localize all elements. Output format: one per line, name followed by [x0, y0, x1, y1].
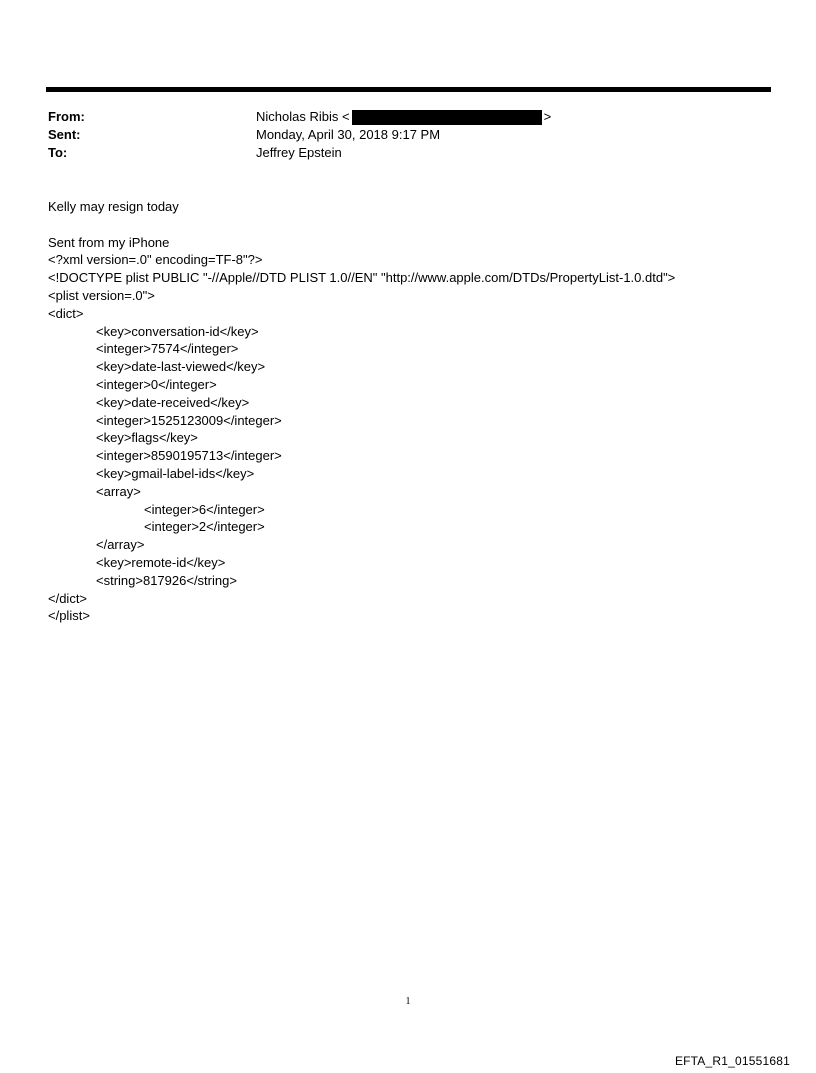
header-divider [46, 87, 771, 92]
to-label: To: [48, 145, 68, 160]
plist-line: <integer>7574</integer> [96, 341, 239, 357]
plist-line: </array> [96, 537, 145, 553]
plist-line: <integer>2</integer> [144, 519, 265, 535]
from-row [48, 108, 748, 126]
plist-line: <string>817926</string> [96, 572, 237, 588]
page-number: 1 [405, 996, 411, 1007]
sender-name: Nicholas Ribis < [256, 109, 350, 124]
plist-line: <key>flags</key> [96, 430, 198, 446]
plist-line: <integer>1525123009</integer> [96, 412, 282, 428]
plist-line: <key>remote-id</key> [96, 554, 226, 570]
plist-line: <?xml version=.0" encoding=TF-8"?> [48, 252, 263, 268]
plist-line: <key>date-last-viewed</key> [96, 359, 266, 375]
plist-line: <array> [96, 483, 141, 499]
sent-date: Monday, April 30, 2018 9:17 PM [256, 127, 441, 142]
sender-suffix: > [543, 109, 552, 124]
plist-line: <dict> [48, 305, 84, 321]
plist-line: <integer>8590195713</integer> [96, 448, 282, 464]
email-header [48, 108, 748, 162]
from-value [256, 108, 748, 126]
plist-line: <integer>6</integer> [144, 501, 265, 517]
message-text: Kelly may resign today [48, 199, 179, 214]
plist-line: <key>date-received</key> [96, 394, 250, 410]
from-label: From: [48, 109, 85, 124]
redacted-email-address [352, 110, 542, 125]
document-id: EFTA_R1_01551681 [674, 1054, 790, 1068]
signature-line: Sent from my iPhone [48, 234, 170, 250]
sent-row [48, 126, 748, 144]
plist-line: <plist version=.0"> [48, 287, 155, 303]
sent-label: Sent: [48, 127, 81, 142]
plist-line: <key>gmail-label-ids</key> [96, 465, 255, 481]
plist-line: <key>conversation-id</key> [96, 323, 259, 339]
plist-line: <integer>0</integer> [96, 376, 217, 392]
plist-line: </dict> [48, 590, 88, 606]
recipient: Jeffrey Epstein [256, 145, 342, 160]
to-row [48, 144, 748, 162]
plist-line: <!DOCTYPE plist PUBLIC "-//Apple//DTD PLIST 1.0//EN" "http://www.apple.com/DTDs/PropertyList-1.0.dtd"> [48, 270, 676, 286]
email-body [48, 198, 788, 625]
plist-line: </plist> [48, 608, 90, 624]
